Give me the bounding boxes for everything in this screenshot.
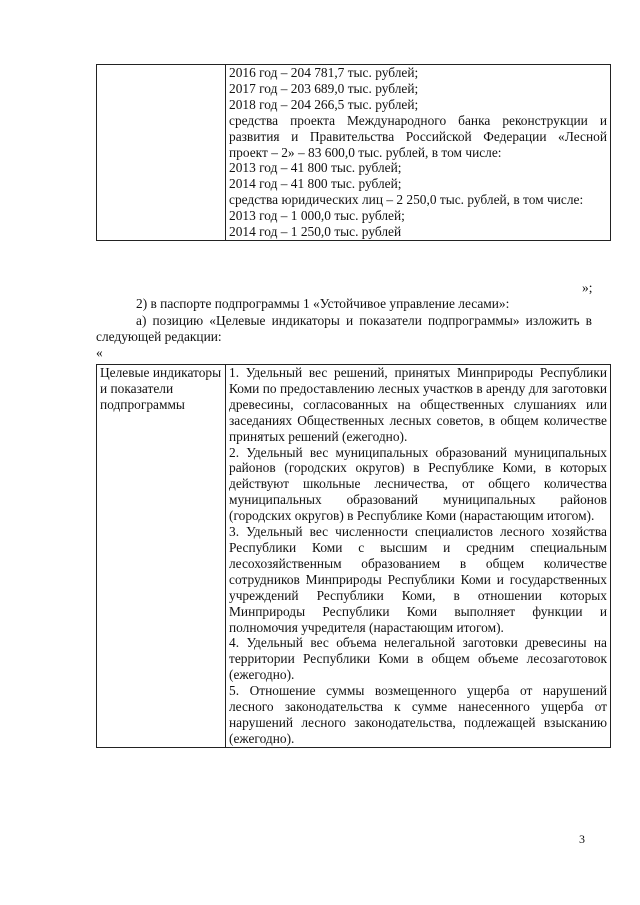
closing-quote: »; [582,280,593,295]
opening-quote: « [96,345,103,360]
indicators-label-cell: Целевые индикаторы и показатели подпрограммы [97,365,226,748]
funding-line: 2013 год – 41 800 тыс. рублей; [229,160,402,176]
item-a-text: а) позицию «Целевые индикаторы и показатели подпрограммы» изложить в следующей редакции: [96,313,592,344]
item-2-text: 2) в паспорте подпрограммы 1 «Устойчивое управление лесами»: [136,296,510,311]
indicator-item: 2. Удельный вес муниципальных образований муниципальных районов (городских округов) в Республике Коми, в которых действуют школьные лесничества, от общего количества муниципальных образований муниципальных районов (городских округов) в Республике Коми (нарастающим итогом). [229,444,607,524]
funding-table-right-cell [226,65,611,241]
funding-line: 2014 год – 1 250,0 тыс. рублей [229,224,402,240]
funding-line: 2017 год – 203 689,0 тыс. рублей; [229,80,419,96]
indicator-item: 5. Отношение суммы возмещенного ущерба от нарушений лесного законодательства к сумме нанесенного ущерба от нарушений лесного законодательства, подлежащей взысканию (ежегодно). [229,683,607,746]
indicator-item: 3. Удельный вес численности специалистов лесного хозяйства Республики Коми с высшим и средним специальным лесохозяйственным образованием в общем количестве сотрудников Минприроды Республики Коми и государственных учреждений Республики Коми, в отношении которых Минприроды Республики Коми выполняет функции и полномочия учредителя (нарастающим итогом). [229,524,607,635]
funding-line: 2016 год – 204 781,7 тыс. рублей; [229,65,419,80]
indicators-list-cell [226,365,611,748]
funding-line: 2014 год – 41 800 тыс. рублей; [229,176,402,192]
page-number: 3 [579,832,585,846]
indicators-table [96,364,611,748]
funding-line: 2018 год – 204 266,5 тыс. рублей; [229,96,419,112]
indicator-item: 4. Удельный вес объема нелегальной заготовки древесины на территории Республики Коми в общем объеме лесозаготовок (ежегодно). [229,635,607,683]
funding-table-left-cell [97,65,226,241]
funding-line: средства юридических лиц – 2 250,0 тыс. рублей, в том числе: [229,192,584,208]
funding-line: 2013 год – 1 000,0 тыс. рублей; [229,208,405,224]
indicator-item: 1. Удельный вес решений, принятых Минприроды Республики Коми по предоставлению лесных участков в аренду для заготовки древесины, согласованных на общественных слушаниях или заседаниях Общественных лесных советов, в общем количестве принятых решений (ежегодно). [229,365,607,444]
funding-table [96,64,611,241]
funding-line: средства проекта Международного банка реконструкции и развития и Правительства Российской Федерации «Лесной проект – 2» – 83 600,0 тыс. рублей, в том числе: [229,112,607,160]
